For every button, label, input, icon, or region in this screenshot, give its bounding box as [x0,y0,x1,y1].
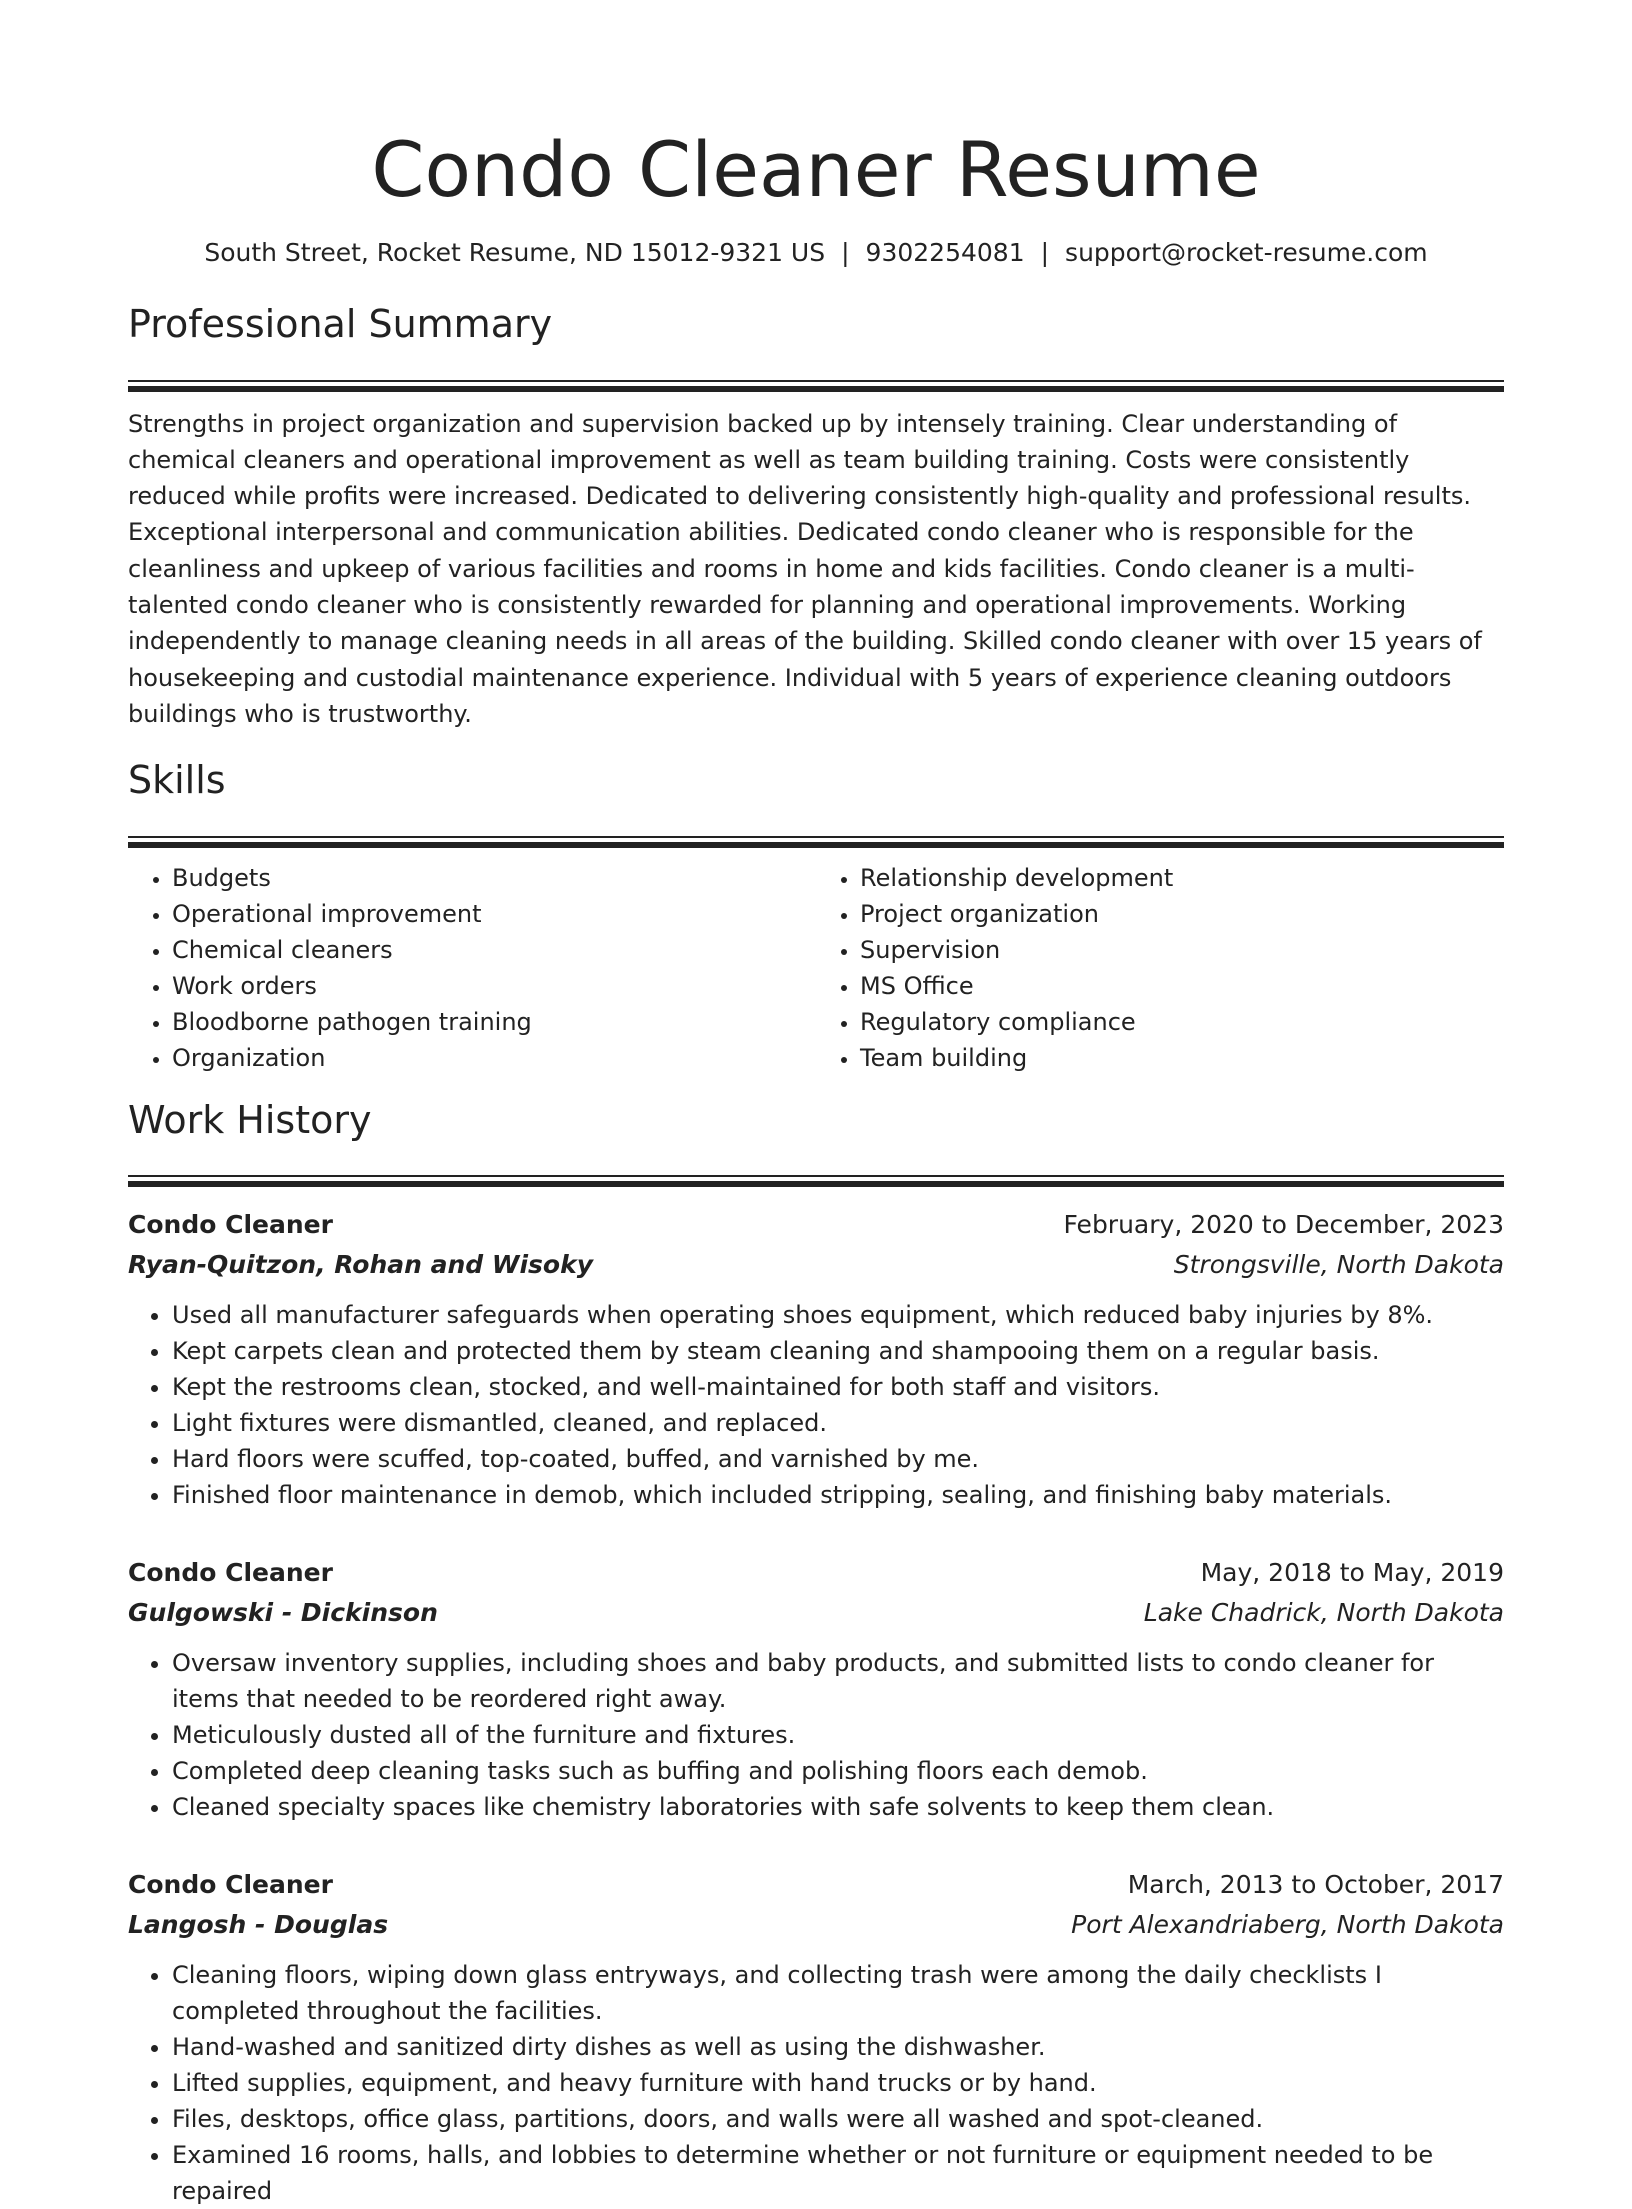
summary-heading: Professional Summary [128,302,553,346]
job-location: Lake Chadrick, North Dakota [1143,1598,1504,1628]
skill-item: • Supervision [860,932,1504,968]
job-bullet: • Files, desktops, office glass, partitions, doors, and walls were all washed and spot-cleaned. [172,2101,1504,2137]
skill-item: • Work orders [172,968,816,1004]
job-dates: February, 2020 to December, 2023 [1063,1210,1504,1240]
job-bullet: • Kept carpets clean and protected them by steam cleaning and shampooing them on a regular basis. [172,1333,1504,1369]
job-company: Ryan-Quitzon, Rohan and Wisoky [128,1250,594,1280]
job-bullet: • Light fixtures were dismantled, cleaned, and replaced. [172,1405,1504,1441]
job-entry [128,1553,1504,1825]
contact-email[interactable]: support@rocket-resume.com [1065,238,1428,267]
skills-column-right [816,860,1504,1076]
job-location: Port Alexandriaberg, North Dakota [1071,1910,1504,1940]
contact-separator: | [841,238,850,267]
job-dates: March, 2013 to October, 2017 [1127,1870,1504,1900]
section-divider [128,380,1504,392]
contact-line [128,236,1504,270]
job-bullets [128,1645,1504,1825]
job-subheader [128,1905,1504,1945]
job-header [128,1205,1504,1245]
skills-heading: Skills [128,758,226,803]
job-subheader [128,1593,1504,1633]
job-bullet: • Hand-washed and sanitized dirty dishes as well as using the dishwasher. [172,2029,1504,2065]
skill-item: • Bloodborne pathogen training [172,1004,816,1040]
contact-phone: 9302254081 [865,238,1025,267]
job-bullet: • Cleaned specialty spaces like chemistry laboratories with safe solvents to keep them clean. [172,1789,1504,1825]
job-bullet: • Examined 16 rooms, halls, and lobbies to determine whether or not furniture or equipment needed to be repaired [172,2137,1504,2209]
job-bullets [128,1957,1504,2209]
job-bullet: • Hard floors were scuffed, top-coated, buffed, and varnished by me. [172,1441,1504,1477]
skill-item: • Organization [172,1040,816,1076]
job-bullet: • Lifted supplies, equipment, and heavy furniture with hand trucks or by hand. [172,2065,1504,2101]
resume-title: Condo Cleaner Resume [371,125,1261,214]
skill-item: • Operational improvement [172,896,816,932]
skill-item: • Relationship development [860,860,1504,896]
section-divider [128,1175,1504,1187]
skill-item: • MS Office [860,968,1504,1004]
job-bullet: • Used all manufacturer safeguards when operating shoes equipment, which reduced baby injuries by 8%. [172,1297,1504,1333]
skills-column-left [128,860,816,1076]
contact-address: South Street, Rocket Resume, ND 15012-9321 US [204,238,826,267]
skill-item: • Budgets [172,860,816,896]
job-title: Condo Cleaner [128,1210,333,1240]
job-location: Strongsville, North Dakota [1173,1250,1504,1280]
skill-item: • Team building [860,1040,1504,1076]
job-entry [128,1205,1504,1513]
skill-item: • Project organization [860,896,1504,932]
resume-page [128,0,1504,2209]
job-title: Condo Cleaner [128,1558,333,1588]
job-bullet: • Finished floor maintenance in demob, which included stripping, sealing, and finishing baby materials. [172,1477,1504,1513]
job-bullet: • Cleaning floors, wiping down glass entryways, and collecting trash were among the daily checklists I completed throughout the facilities. [172,1957,1504,2029]
job-bullet: • Kept the restrooms clean, stocked, and well-maintained for both staff and visitors. [172,1369,1504,1405]
skill-item: • Regulatory compliance [860,1004,1504,1040]
job-title: Condo Cleaner [128,1870,333,1900]
contact-separator: | [1040,238,1050,267]
job-company: Gulgowski - Dickinson [128,1598,438,1628]
job-bullet: • Completed deep cleaning tasks such as buffing and polishing floors each demob. [172,1753,1504,1789]
work-history-heading: Work History [128,1097,372,1142]
skill-item: • Chemical cleaners [172,932,816,968]
section-divider [128,836,1504,848]
job-bullet: • Oversaw inventory supplies, including shoes and baby products, and submitted lists to condo cleaner for items that needed to be reordered right away. [172,1645,1504,1717]
job-bullets [128,1297,1504,1513]
job-header [128,1865,1504,1905]
job-header [128,1553,1504,1593]
summary-text: Strengths in project organization and supervision backed up by intensely training. Clear understanding of chemical cleaners and operational improvement as well as team building training. Costs were consistently reduced while profits were increased. Dedicated to delivering consistently high-quality and professional results. Exceptional interpersonal and communication abilities. Dedicated condo cleaner who is responsible for the cleanliness and upkeep of various facilities and rooms in home and kids facilities. Condo cleaner is a multi-talented condo cleaner who is consistently rewarded for planning and operational improvements. Working independently to manage cleaning needs in all areas of the building. Skilled condo cleaner with over 15 years of housekeeping and custodial maintenance experience. Individual with 5 years of experience cleaning outdoors buildings who is trustworthy. [128,409,1482,728]
job-bullet: • Meticulously dusted all of the furniture and fixtures. [172,1717,1504,1753]
job-company: Langosh - Douglas [128,1910,389,1940]
job-dates: May, 2018 to May, 2019 [1200,1558,1504,1588]
job-entry [128,1865,1504,2209]
skills-list [128,860,1504,1076]
job-subheader [128,1245,1504,1285]
